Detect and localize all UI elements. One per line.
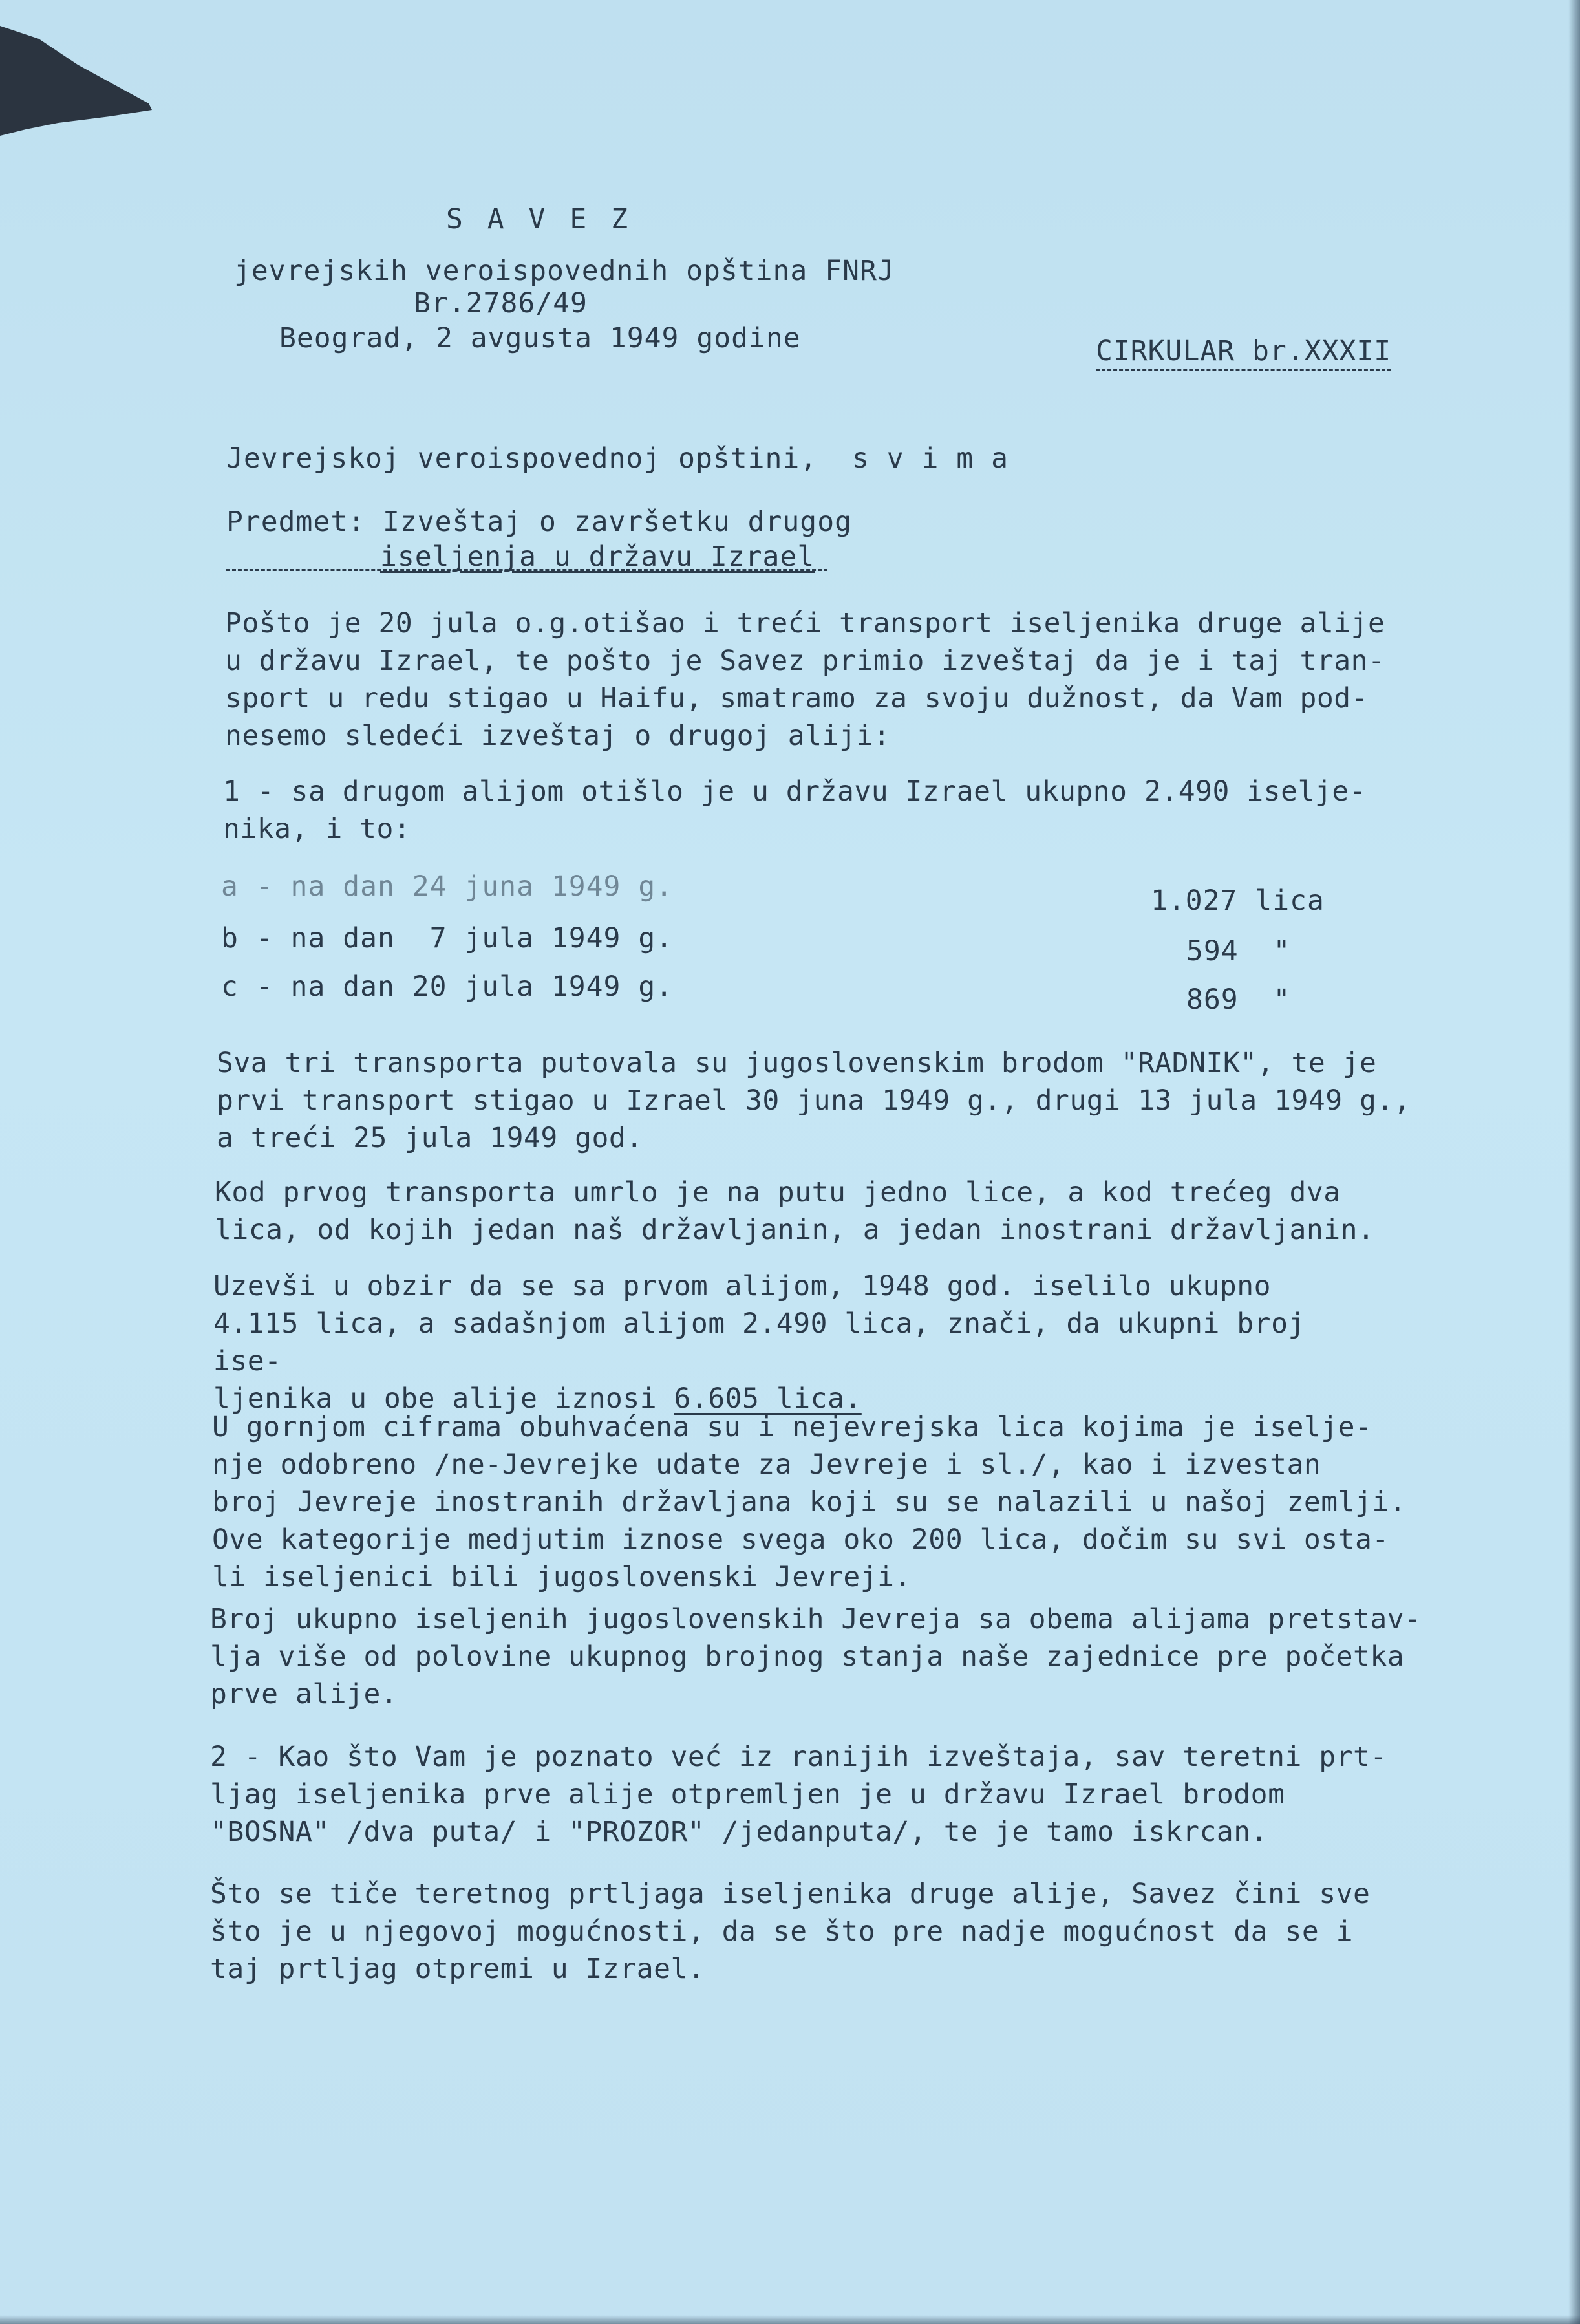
org-subtitle: jevrejskih veroispovednih opština FNRJ (234, 255, 895, 287)
paragraph-intro: Pošto je 20 jula o.g.otišao i treći transport iseljenika druge alije u državu Izrael, te pošto je Savez primio izveštaj da je i taj tran- sport u redu stigao u Haifu, smatramo za svoju dužnost, da Vam pod- nesemo sledeći izveštaj o drugoj aliji: (225, 607, 1385, 752)
transport-b-label: b - na dan 7 jula 1949 g. (221, 922, 674, 954)
paragraph-point-2: 2 - Kao što Vam je poznato već iz ranijih izveštaja, sav teretni prt- ljag iseljenika prve alije otpremljen je u državu Izrael brodom "BOSNA" /dva puta/ i "PROZOR" /jedanputa/, te je tamo iskrcan. (210, 1741, 1387, 1848)
paragraph-ships: Sva tri transporta putovala su jugoslovenskim brodom "RADNIK", te je prvi transport stigao u Izrael 30 juna 1949 g., drugi 13 jula 1949 g., a treći 25 jula 1949 god. (217, 1047, 1411, 1154)
total-emigrants: 6.605 lica. (674, 1383, 862, 1415)
subject-underline (226, 569, 827, 571)
org-title: S A V E Z (446, 203, 632, 235)
total-text: Uzevši u obzir da se sa prvom alijom, 1948 god. iselilo ukupno 4.115 lica, a sadašnjom alijom 2.490 lica, znači, da ukupni broj ise- ljenika u obe alije iznosi (213, 1270, 1305, 1415)
page-edge-shadow (1568, 0, 1580, 2324)
torn-corner-mark (0, 26, 155, 136)
paragraph-non-jews: U gornjom ciframa obuhvaćena su i nejevrejska lica kojima je iselje- nje odobreno /ne-Jevrejke udate za Jevreje i sl./, kao i izvestan broj Jevreje inostranih državljana koji su se nalazili u našoj zemlji. Ove kategorije medjutim iznose svega oko 200 lica, dočim su svi osta- li iseljenici bili jugoslovenski Jevreji. (212, 1411, 1407, 1593)
paragraph-luggage: Što se tiče teretnog prtljaga iseljenika druge alije, Savez čini sve što je u njegovoj mogućnosti, da se što pre nadje mogućnost da se i taj prtljag otpremi u Izrael. (210, 1878, 1371, 1985)
place-date: Beograd, 2 avgusta 1949 godine (279, 322, 801, 354)
paragraph-total (213, 1267, 1377, 1417)
paragraph-deaths: Kod prvog transporta umrlo je na putu jedno lice, a kod trećeg dva lica, od kojih jedan naš državljanin, a jedan inostrani državljanin. (215, 1176, 1375, 1246)
paragraph-share: Broj ukupno iseljenih jugoslovenskih Jevreja sa obema alijama pretstav- lja više od polovine ukupnog brojnog stanja naše zajednice pre početka prve alije. (210, 1603, 1422, 1710)
circular-number: CIRKULAR br.XXXII (1096, 338, 1391, 371)
paragraph-point-1: 1 - sa drugom alijom otišlo je u državu Izrael ukupno 2.490 iselje- nika, i to: (223, 775, 1367, 845)
subject-line-2: iseljenja u državu Izrael (380, 541, 815, 573)
transport-c-count: 869 " (1186, 984, 1291, 1016)
transport-a-label: a - na dan 24 juna 1949 g. (221, 870, 674, 903)
transport-b-count: 594 " (1186, 935, 1291, 967)
transport-a-count: 1.027 lica (1151, 885, 1325, 917)
subject-line-1: Predmet: Izveštaj o završetku drugog (226, 506, 852, 538)
page-bottom-shadow (0, 2315, 1580, 2324)
addressee: Jevrejskoj veroispovednoj opštini, s v i m a (226, 442, 1009, 475)
reference-number: Br.2786/49 (414, 287, 588, 319)
transport-c-label: c - na dan 20 jula 1949 g. (221, 971, 674, 1003)
